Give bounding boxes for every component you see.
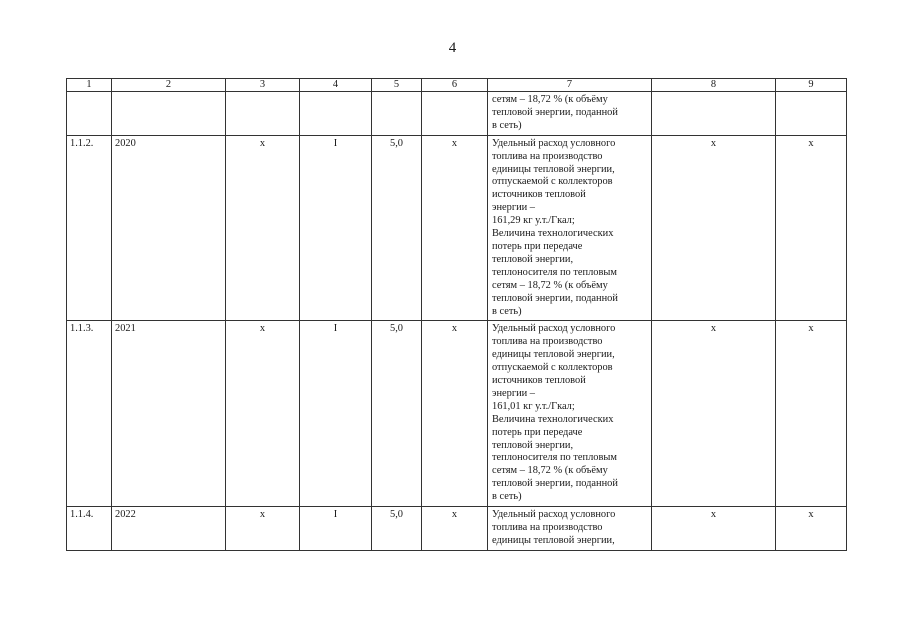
year-cell: 2021: [112, 321, 226, 507]
description-line: отпускаемой с коллекторов: [492, 176, 613, 188]
cell-4: I: [300, 507, 372, 551]
description-line: теплоносителя по тепловым: [492, 452, 617, 464]
cell-6: x: [422, 135, 488, 321]
description-line: сетям – 18,72 % (к объёму: [492, 279, 608, 291]
column-header: 4: [300, 79, 372, 92]
description-line: сетям – 18,72 % (к объёму: [492, 94, 608, 105]
column-header: 8: [652, 79, 776, 92]
num-cell: 1.1.3.: [67, 321, 112, 507]
cell-8: x: [652, 135, 776, 321]
cell-5: 5,0: [372, 507, 422, 551]
description-line: Величина технологических: [492, 413, 614, 425]
description-line: источников тепловой: [492, 189, 586, 201]
description-line: в сеть): [492, 305, 522, 317]
column-number-row: [67, 79, 847, 92]
description-line: тепловой энергии, поданной: [492, 106, 618, 118]
cell-6: [422, 92, 488, 136]
cell-3: x: [226, 507, 300, 551]
column-header: 3: [226, 79, 300, 92]
cell-9: x: [776, 507, 847, 551]
num-cell: 1.1.2.: [67, 135, 112, 321]
description-line: тепловой энергии, поданной: [492, 478, 618, 490]
cell-3: x: [226, 135, 300, 321]
description-line: Удельный расход условного: [492, 509, 616, 521]
cell-5: 5,0: [372, 135, 422, 321]
description-line: источников тепловой: [492, 375, 586, 387]
description-line: энергии –: [492, 202, 536, 214]
description-line: тепловой энергии,: [492, 253, 574, 265]
cell-4: I: [300, 135, 372, 321]
description-cell: [488, 92, 652, 136]
column-header: 7: [488, 79, 652, 92]
description-line: тепловой энергии,: [492, 439, 574, 451]
cell-8: [652, 92, 776, 136]
num-cell: 1.1.4.: [67, 507, 112, 551]
description-line: Величина технологических: [492, 228, 614, 240]
table-row: [67, 507, 847, 551]
cell-9: [776, 92, 847, 136]
description-line: 161,29 кг у.т./Гкал;: [492, 215, 575, 227]
cell-9: x: [776, 321, 847, 507]
cell-8: x: [652, 321, 776, 507]
cell-6: x: [422, 321, 488, 507]
num-cell: [67, 92, 112, 136]
column-header: 5: [372, 79, 422, 92]
description-line: топлива на производство: [492, 522, 603, 533]
cell-9: x: [776, 135, 847, 321]
description-line: сетям – 18,72 % (к объёму: [492, 465, 608, 477]
description-cell: [488, 135, 652, 321]
cell-8: x: [652, 507, 776, 551]
cell-3: x: [226, 321, 300, 507]
description-line: в сеть): [492, 119, 522, 131]
description-cell: [488, 321, 652, 507]
description-line: топлива на производство: [492, 336, 603, 348]
column-header: 6: [422, 79, 488, 92]
description-line: Удельный расход условного: [492, 323, 616, 335]
cell-4: [300, 92, 372, 136]
cell-5: 5,0: [372, 321, 422, 507]
description-line: теплоносителя по тепловым: [492, 266, 617, 278]
description-line: тепловой энергии, поданной: [492, 292, 618, 304]
column-header: 9: [776, 79, 847, 92]
description-cell: [488, 507, 652, 551]
table-row: [67, 135, 847, 321]
description-line: отпускаемой с коллекторов: [492, 362, 613, 374]
description-line: потерь при передаче: [492, 426, 583, 438]
continuation-row: [67, 92, 847, 136]
description-line: энергии –: [492, 387, 536, 399]
indicators-table: [66, 78, 847, 551]
description-line: в сеть): [492, 491, 522, 503]
page-number: 4: [448, 40, 457, 56]
cell-5: [372, 92, 422, 136]
description-line: потерь при передаче: [492, 240, 583, 252]
year-cell: [112, 92, 226, 136]
column-header: 1: [67, 79, 112, 92]
description-line: 161,01 кг у.т./Гкал;: [492, 400, 575, 412]
description-line: единицы тепловой энергии,: [492, 534, 615, 546]
cell-6: x: [422, 507, 488, 551]
cell-4: I: [300, 321, 372, 507]
year-cell: 2020: [112, 135, 226, 321]
description-line: единицы тепловой энергии,: [492, 349, 615, 361]
description-line: топлива на производство: [492, 150, 603, 162]
year-cell: 2022: [112, 507, 226, 551]
description-line: Удельный расход условного: [492, 137, 616, 149]
cell-3: [226, 92, 300, 136]
table-row: [67, 321, 847, 507]
description-line: единицы тепловой энергии,: [492, 163, 615, 175]
column-header: 2: [112, 79, 226, 92]
